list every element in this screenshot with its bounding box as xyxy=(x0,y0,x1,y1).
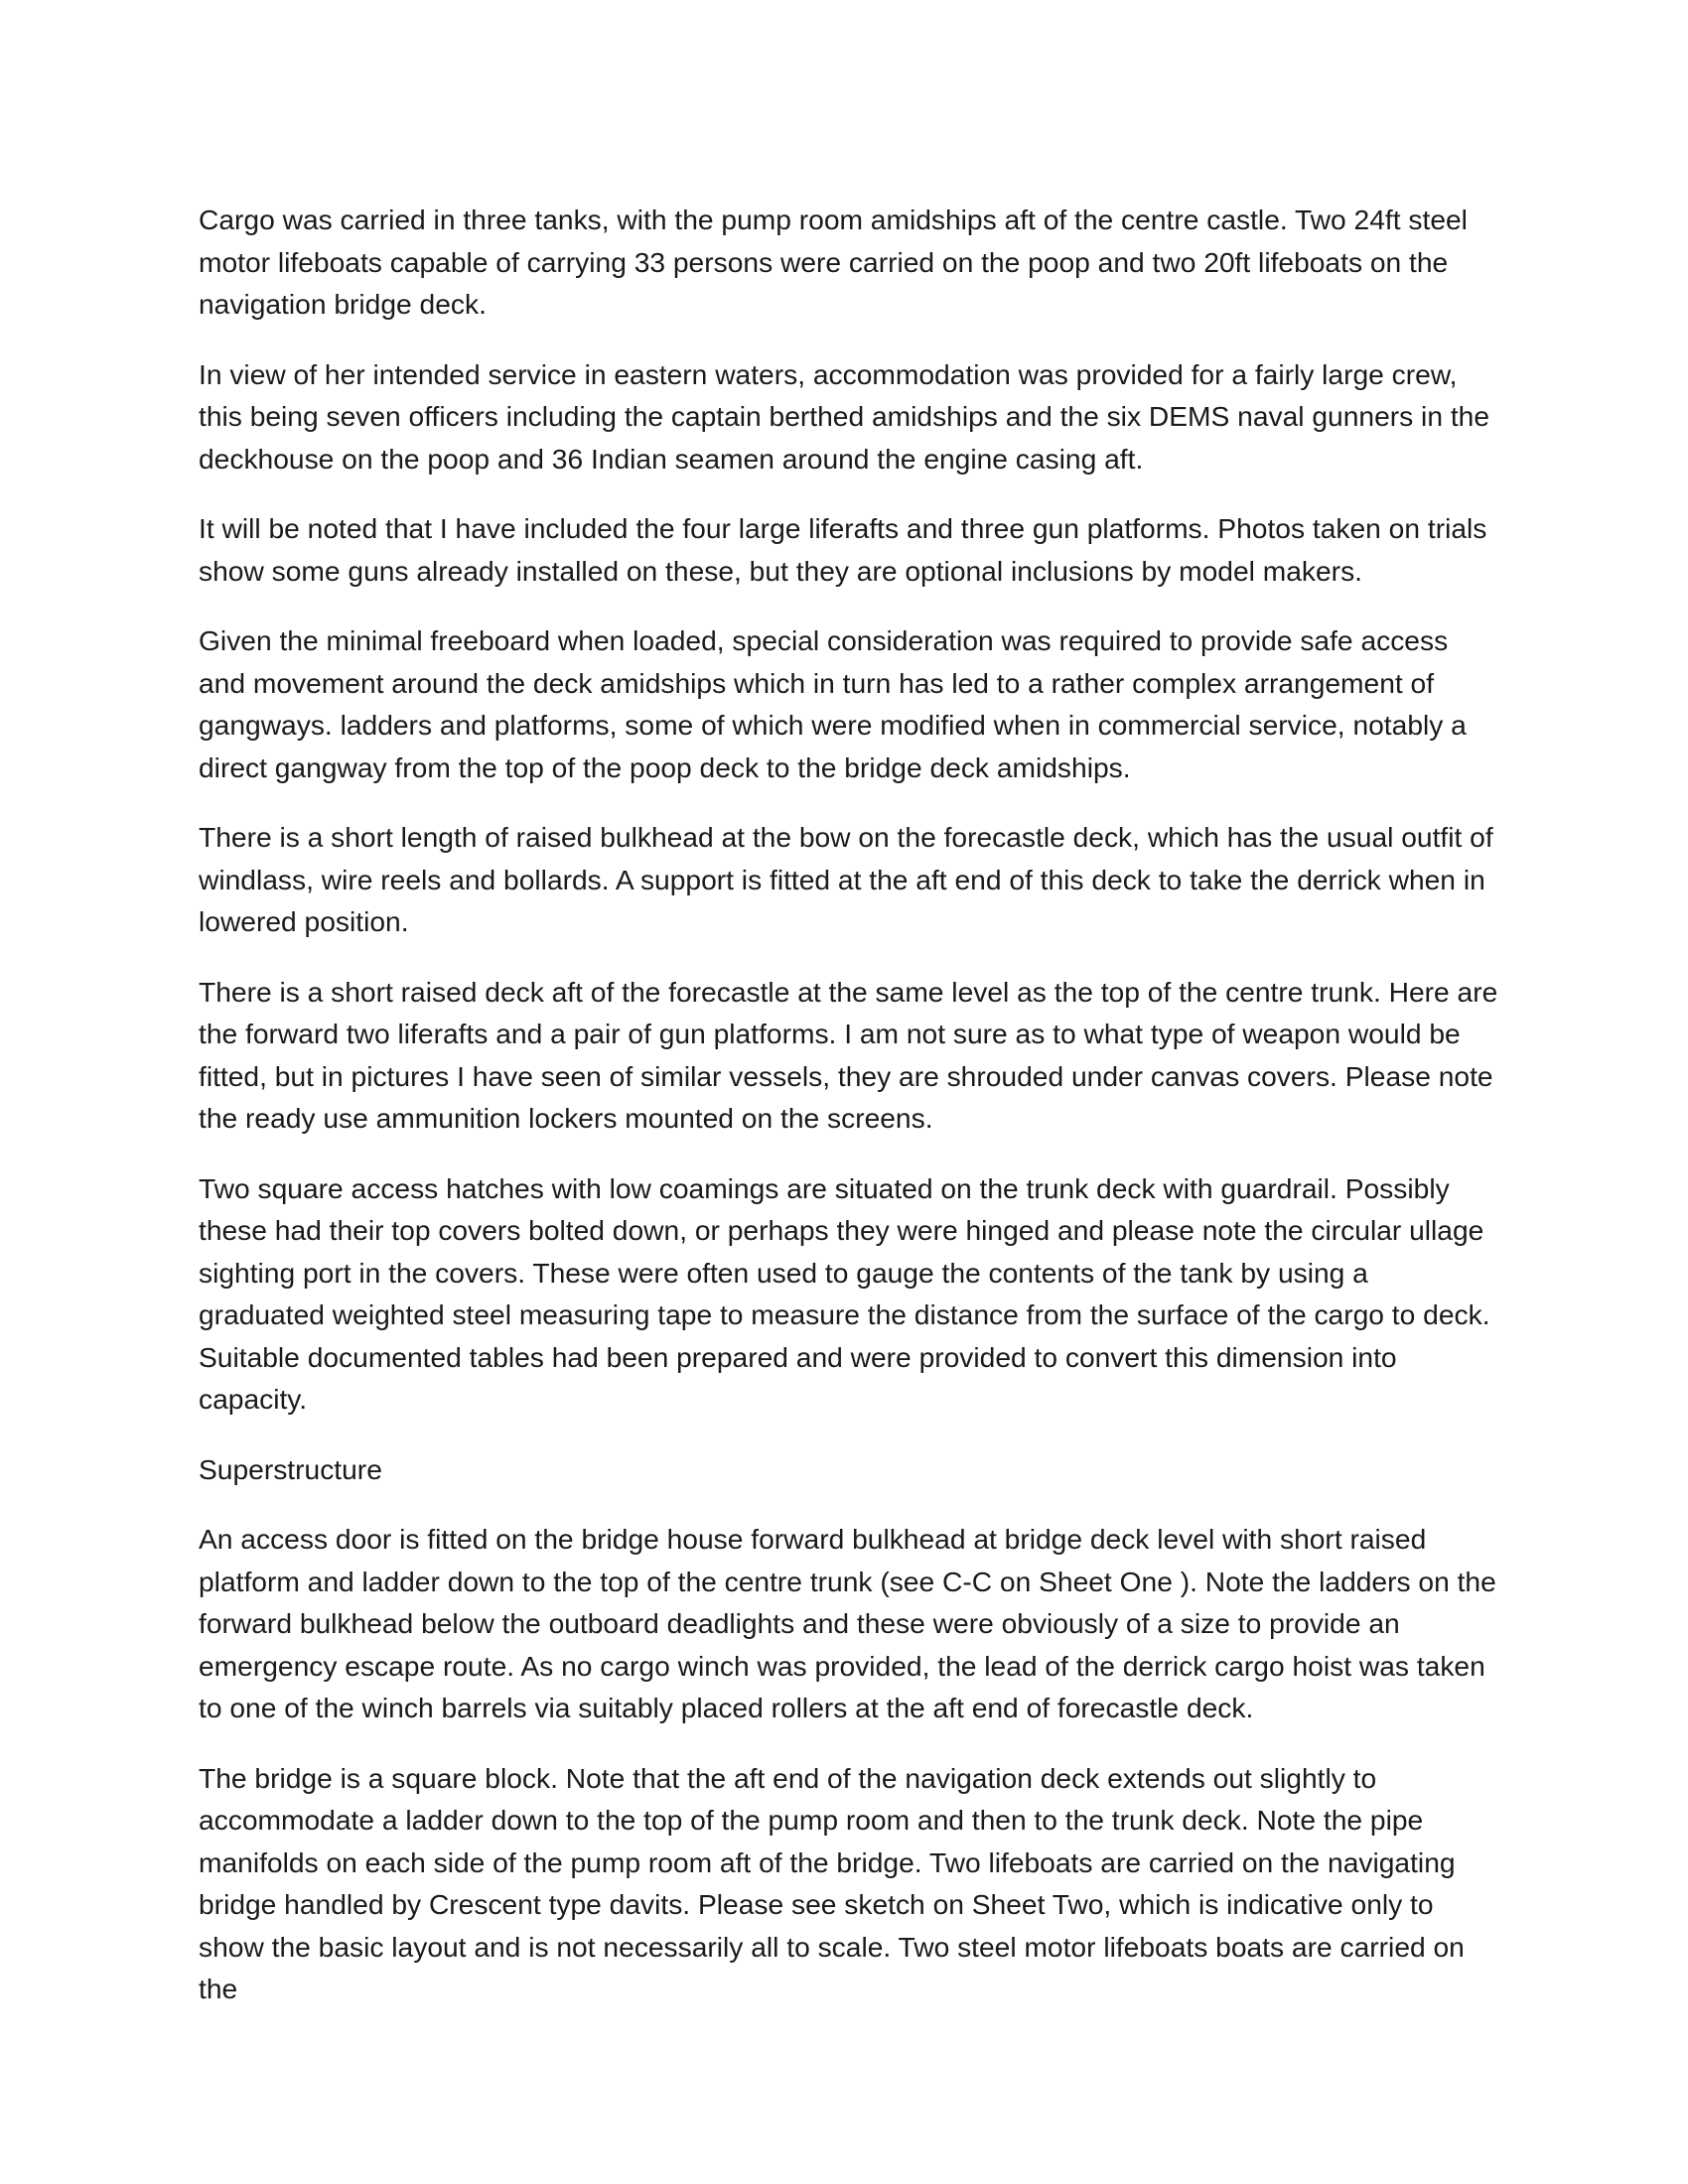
paragraph-freeboard-access: Given the minimal freeboard when loaded, special consideration was required to provide safe access and movement around the deck amidships which in turn has led to a rather complex arrangement of gangways. ladders and platforms, some of which were modified when in commercial service, notably a direct gangway from the top of the poop deck to the bridge deck amidships. xyxy=(199,624,1467,783)
paragraph-liferafts-gun-platforms: It will be noted that I have included the four large liferafts and three gun platforms. Photos taken on trials show some guns already installed on these, but they are optional inclusions by model makers. xyxy=(199,512,1487,587)
section-heading-superstructure: Superstructure xyxy=(199,1452,382,1485)
document-page xyxy=(199,199,1499,2038)
paragraph-bridge-access-door: An access door is fitted on the bridge house forward bulkhead at bridge deck level with short raised platform and ladder down to the top of the centre trunk (see C-C on Sheet One ). Note the ladders on the forward bulkhead below the outboard deadlights and these were obviously of a size to provide an emergency escape route. As no cargo winch was provided, the lead of the derrick cargo hoist was taken to one of the winch barrels via suitably placed rollers at the aft end of forecastle deck. xyxy=(199,1523,1496,1723)
paragraph-accommodation: In view of her intended service in eastern waters, accommodation was provided for a fairly large crew, this being seven officers including the captain berthed amidships and the six DEMS naval gunners in the deckhouse on the poop and 36 Indian seamen around the engine casing aft. xyxy=(199,357,1490,475)
paragraph-access-hatches: Two square access hatches with low coamings are situated on the trunk deck with guardrail. Possibly these had their top covers bolted down, or perhaps they were hinged and please note the circular ullage sighting port in the covers. These were often used to gauge the contents of the tank by using a graduated weighted steel measuring tape to measure the distance from the surface of the cargo to deck. Suitable documented tables had been prepared and were provided to convert this dimension into capacity. xyxy=(199,1171,1490,1415)
paragraph-cargo-tanks: Cargo was carried in three tanks, with the pump room amidships aft of the centre castle. Two 24ft steel motor lifeboats capable of carrying 33 persons were carried on the poop and two 20ft lifeboats on the navigation bridge deck. xyxy=(199,204,1468,320)
paragraph-raised-deck: There is a short raised deck aft of the forecastle at the same level as the top of the centre trunk. Here are the forward two liferafts and a pair of gun platforms. I am not sure as to what type of weapon would be fitted, but in pictures I have seen of similar vessels, they are shrouded under canvas covers. Please note the ready use ammunition lockers mounted on the screens. xyxy=(199,975,1498,1134)
paragraph-forecastle-deck: There is a short length of raised bulkhead at the bow on the forecastle deck, which has the usual outfit of windlass, wire reels and bollards. A support is fitted at the aft end of this deck to take the derrick when in lowered position. xyxy=(199,821,1493,937)
paragraph-bridge-block: The bridge is a square block. Note that the aft end of the navigation deck extends out slightly to accommodate a ladder down to the top of the pump room and then to the trunk deck. Note the pipe manifolds on each side of the pump room aft of the bridge. Two lifeboats are carried on the navigating bridge handled by Crescent type davits. Please see sketch on Sheet Two, which is indicative only to show the basic layout and is not necessarily all to scale. Two steel motor lifeboats boats are carried on the xyxy=(199,1761,1465,2004)
